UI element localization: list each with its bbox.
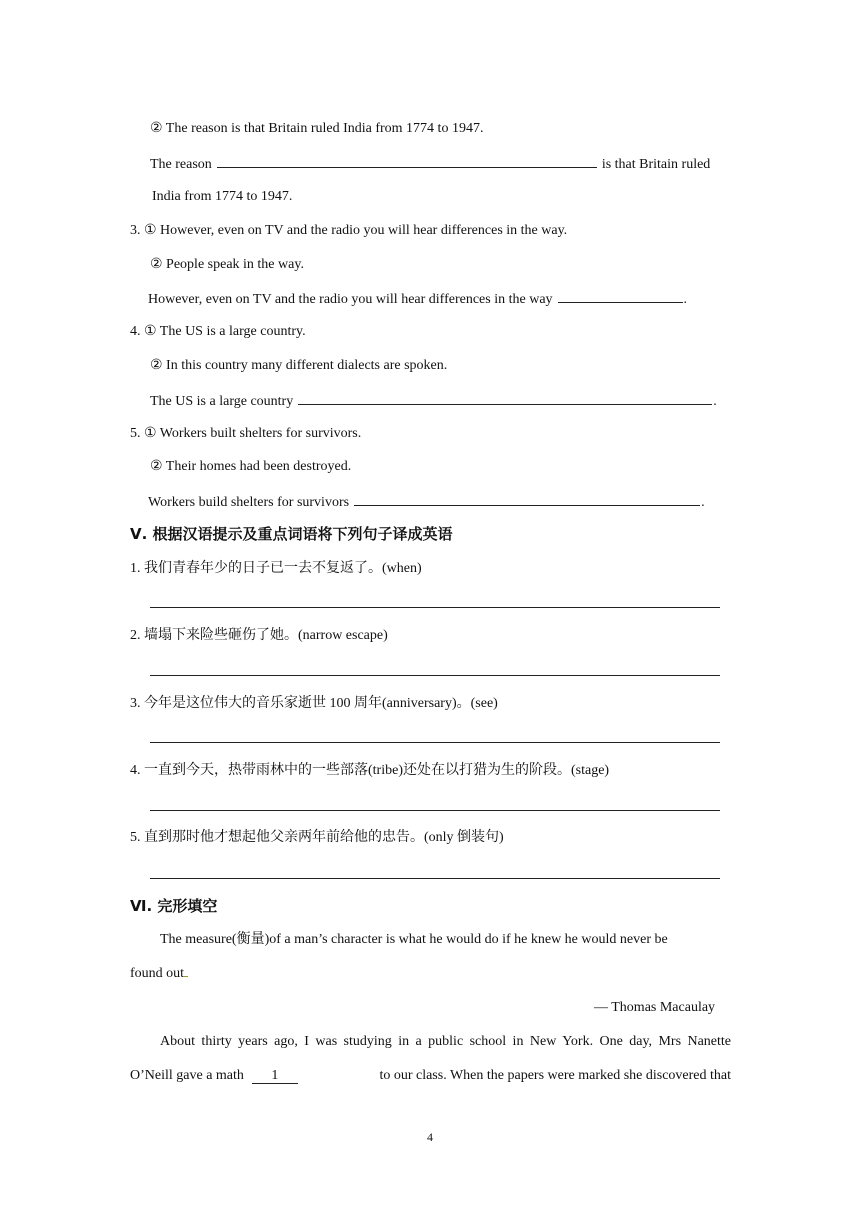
passage-line-1: About thirty years ago, I was studying in a public school in New York. One day, Mrs Nanette (160, 1034, 731, 1049)
page-number: 4 (427, 1130, 433, 1144)
item5-sentence2: ② Their homes had been destroyed. (150, 459, 352, 474)
item5-sentence1: 5. ① Workers built shelters for survivors. (130, 426, 362, 441)
passage-line-2: O’Neill gave a math 1 to our class. When the papers were marked she discovered that (130, 1068, 731, 1083)
quote-line-1: The measure(衡量)of a man’s character is what he would do if he knew he would never be (160, 932, 668, 947)
translation-item-5: 5. 直到那时他才想起他父亲两年前给他的忠告。(only 倒装句) (130, 830, 504, 845)
item4-combined: The US is a large country . (150, 391, 717, 411)
item3-combined: However, even on TV and the radio you will hear differences in the way . (148, 289, 687, 309)
quote-line-2: found out (130, 965, 188, 983)
item4-sentence2: ② In this country many different dialects are spoken. (150, 358, 448, 373)
translation-item-1: 1. 我们青春年少的日子已一去不复返了。(when) (130, 561, 422, 576)
cloze-blank[interactable]: 1 (252, 1069, 298, 1084)
item4-sentence1: 4. ① The US is a large country. (130, 324, 306, 339)
item3-sentence1: 3. ① However, even on TV and the radio you will hear differences in the way. (130, 223, 568, 238)
answer-line[interactable] (150, 810, 720, 811)
answer-line[interactable] (150, 607, 720, 608)
answer-line[interactable] (150, 878, 720, 879)
translation-item-4: 4. 一直到今天，热带雨林中的一些部落(tribe)还处在以打猎为生的阶段。(stage) (130, 763, 610, 778)
item2-combined: The reason is that Britain ruled (150, 154, 731, 174)
item2-sentence2: ② The reason is that Britain ruled India from 1774 to 1947. (150, 121, 484, 136)
item2-combined-continued: India from 1774 to 1947. (152, 189, 293, 204)
translation-item-3: 3. 今年是这位伟大的音乐家逝世 100 周年(anniversary)。(see) (130, 696, 498, 711)
edit-mark-icon (183, 973, 188, 977)
answer-blank[interactable] (558, 289, 683, 303)
answer-blank[interactable] (217, 154, 597, 168)
translation-item-2: 2. 墙塌下来险些砸伤了她。(narrow escape) (130, 628, 388, 643)
answer-line[interactable] (150, 675, 720, 676)
answer-blank[interactable] (354, 492, 700, 506)
item5-combined: Workers build shelters for survivors . (148, 492, 705, 512)
answer-line[interactable] (150, 742, 720, 743)
answer-blank[interactable] (298, 391, 712, 405)
item3-sentence2: ② People speak in the way. (150, 257, 304, 272)
section-v-heading: Ⅴ. 根据汉语提示及重点词语将下列句子译成英语 (130, 525, 453, 543)
quote-author: — Thomas Macaulay (594, 1000, 716, 1015)
section-vi-heading: Ⅵ. 完形填空 (130, 897, 218, 915)
